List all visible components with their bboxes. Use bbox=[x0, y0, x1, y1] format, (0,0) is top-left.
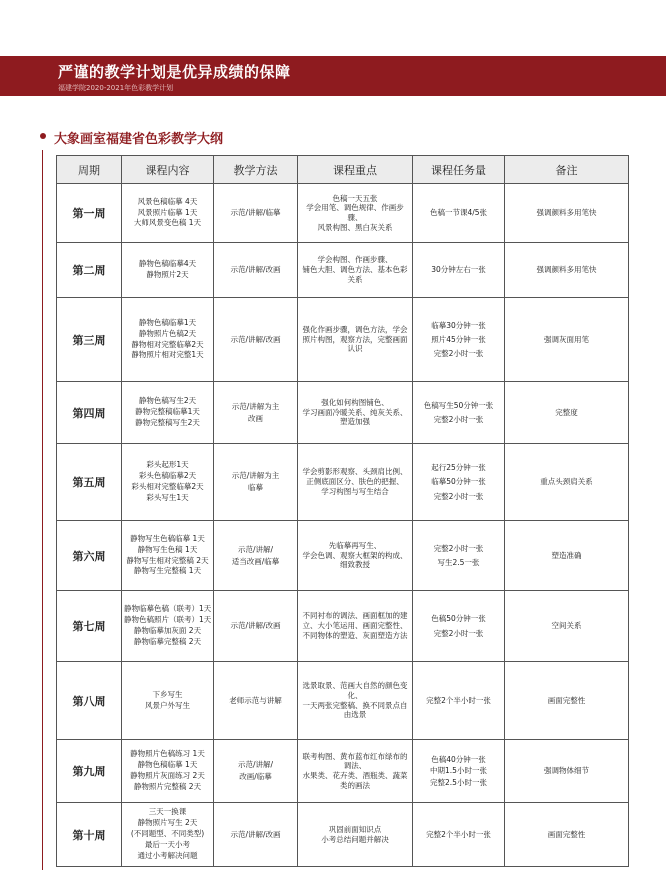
task-cell bbox=[413, 740, 505, 803]
table-row bbox=[57, 444, 629, 521]
task-line: 完整2个半小时一张 bbox=[426, 695, 491, 705]
method-cell: 示范/讲解/ 改画/临摹 bbox=[214, 740, 298, 803]
header-tasks: 课程任务量 bbox=[413, 156, 505, 184]
content-line: 静物色稿临摹 1天 bbox=[137, 760, 198, 770]
task-line: 30分钟左右一张 bbox=[431, 265, 486, 275]
task-line: 色稿一节课4/5张 bbox=[429, 208, 488, 218]
content-line: 静物临摹色稿（联考）1天 bbox=[124, 604, 212, 614]
method-cell: 示范/讲解/ 适当改画/临摹 bbox=[214, 521, 298, 591]
content-cell bbox=[122, 184, 214, 243]
content-line: 通过小考解决问题 bbox=[137, 850, 198, 860]
content-line: 风景户外写生 bbox=[145, 700, 190, 710]
week-cell: 第四周 bbox=[57, 382, 122, 444]
table-row bbox=[57, 243, 629, 298]
focus-cell: 先临摹再写生、 学会色调、观察大框架的构成、 细致教授 bbox=[298, 521, 413, 591]
table-row bbox=[57, 184, 629, 243]
week-cell: 第八周 bbox=[57, 662, 122, 740]
task-line: 临摹50分钟一张 bbox=[431, 477, 486, 487]
method-cell: 示范/讲解为主 改画 bbox=[214, 382, 298, 444]
table-row bbox=[57, 740, 629, 803]
content-line: 静物照片色稿2天 bbox=[138, 328, 197, 338]
note-cell: 强调物体细节 bbox=[505, 740, 629, 803]
syllabus-table bbox=[56, 155, 629, 867]
note-cell: 强调颜料多用笔快 bbox=[505, 243, 629, 298]
content-line: 风景照片临摹 1天 bbox=[137, 207, 198, 217]
table-row bbox=[57, 662, 629, 740]
header-banner bbox=[0, 56, 666, 96]
content-line: 静物写生相对完整稿 2天 bbox=[126, 555, 209, 565]
week-cell: 第十周 bbox=[57, 803, 122, 867]
method-cell: 示范/讲解/临摹 bbox=[214, 184, 298, 243]
content-cell bbox=[122, 803, 214, 867]
note-cell: 空间关系 bbox=[505, 591, 629, 662]
content-line: 彩头写生1天 bbox=[146, 492, 189, 502]
note-cell: 强调颜料多用笔快 bbox=[505, 184, 629, 243]
focus-cell: 色稿一天五张 学会用笔、调色规律、作画步骤、 风景构图、黑白灰关系 bbox=[298, 184, 413, 243]
task-line: 色稿40分钟一张 中期1.5小时一张 完整2.5小时一张 bbox=[430, 755, 487, 787]
content-line: 大师风景变色稿 1天 bbox=[133, 218, 202, 228]
decorative-vertical-line bbox=[42, 150, 43, 870]
focus-cell: 强化如何构图铺色、 学习画面冷暖关系、纯灰关系、塑造加强 bbox=[298, 382, 413, 444]
task-cell bbox=[413, 243, 505, 298]
week-cell: 第三周 bbox=[57, 298, 122, 382]
task-line: 完整2小时一张 bbox=[433, 349, 484, 359]
content-cell bbox=[122, 662, 214, 740]
task-cell bbox=[413, 803, 505, 867]
focus-cell: 巩固前面知识点 小考总结问题并解决 bbox=[298, 803, 413, 867]
content-cell bbox=[122, 298, 214, 382]
content-line: 静物相对完整临摹2天 bbox=[131, 339, 204, 349]
content-cell bbox=[122, 740, 214, 803]
content-line: 静物照片写生 2天 bbox=[137, 818, 198, 828]
task-line: 临摹30分钟一张 bbox=[431, 320, 486, 330]
focus-cell: 学会构图、作画步骤、 铺色大胆、调色方法、基本色彩关系 bbox=[298, 243, 413, 298]
week-cell: 第二周 bbox=[57, 243, 122, 298]
content-cell bbox=[122, 382, 214, 444]
week-cell: 第一周 bbox=[57, 184, 122, 243]
task-line: 色稿写生50分钟一张 bbox=[423, 400, 494, 410]
header-note: 备注 bbox=[505, 156, 629, 184]
focus-cell: 联考构图、黄布蓝布红布绿布的调法、 水果类、花卉类、酒瓶类、蔬菜类的画法 bbox=[298, 740, 413, 803]
task-line: 完整2小时一张 bbox=[433, 628, 484, 638]
content-cell bbox=[122, 591, 214, 662]
header-week: 周期 bbox=[57, 156, 122, 184]
header-method: 教学方法 bbox=[214, 156, 298, 184]
note-cell: 强调灰面用笔 bbox=[505, 298, 629, 382]
content-line: 静物临摹加灰面 2天 bbox=[133, 626, 202, 635]
task-cell bbox=[413, 298, 505, 382]
content-line: 静物完整稿临摹1天 bbox=[135, 407, 200, 417]
task-cell bbox=[413, 184, 505, 243]
task-line: 写生2.5一张 bbox=[437, 558, 480, 567]
content-line: (不同题型、不同类型) bbox=[130, 829, 205, 839]
content-cell bbox=[122, 521, 214, 591]
content-line: 静物照片色稿练习 1天 bbox=[130, 749, 205, 759]
focus-cell: 强化作画步骤，调色方法，学会照片构图，观察方法，完整画面认识 bbox=[298, 298, 413, 382]
content-line: 风景色稿临摹 4天 bbox=[137, 196, 198, 206]
method-cell: 示范/讲解/改画 bbox=[214, 298, 298, 382]
method-cell: 示范/讲解为主 临摹 bbox=[214, 444, 298, 521]
content-line: 静物照片完整稿 2天 bbox=[133, 781, 202, 791]
task-cell bbox=[413, 382, 505, 444]
table-row bbox=[57, 591, 629, 662]
focus-cell: 学会剪影形观察、头颈肩比例、 正侧底面区分、肤色的把握、 学习构图与写生结合 bbox=[298, 444, 413, 521]
content-line: 静物照片相对完整1天 bbox=[131, 350, 204, 360]
content-line: 静物色稿临摹1天 bbox=[138, 317, 197, 327]
note-cell: 画面完整性 bbox=[505, 662, 629, 740]
banner-title: 严谨的教学计划是优异成绩的保障 bbox=[58, 63, 291, 81]
table-row bbox=[57, 298, 629, 382]
table-row bbox=[57, 521, 629, 591]
task-line: 完整2小时一张 bbox=[433, 491, 484, 501]
method-cell: 示范/讲解/改画 bbox=[214, 243, 298, 298]
method-cell: 示范/讲解/改画 bbox=[214, 591, 298, 662]
content-line: 静物写生色稿临摹 1天 bbox=[130, 533, 205, 543]
task-line: 照片45分钟一张 bbox=[431, 334, 486, 344]
content-line: 静物色稿临摹4天 bbox=[138, 259, 197, 269]
content-line: 最后一天小考 bbox=[145, 839, 190, 849]
section-title: 大象画室福建省色彩教学大纲 bbox=[54, 132, 224, 147]
content-line: 彩头起形1天 bbox=[146, 460, 189, 470]
content-line: 彩头色稿临摹2天 bbox=[138, 471, 197, 481]
week-cell: 第六周 bbox=[57, 521, 122, 591]
task-cell bbox=[413, 662, 505, 740]
task-line: 完整2小时一张 bbox=[433, 543, 484, 553]
week-cell: 第七周 bbox=[57, 591, 122, 662]
task-line: 完整2个半小时一张 bbox=[426, 829, 491, 839]
note-cell: 完整度 bbox=[505, 382, 629, 444]
content-line: 静物写生色稿 1天 bbox=[137, 544, 198, 554]
task-line: 起行25分钟一张 bbox=[431, 463, 486, 473]
table-row bbox=[57, 382, 629, 444]
content-line: 静物照片2天 bbox=[146, 270, 189, 279]
content-line: 三天一换课 bbox=[148, 807, 187, 817]
content-line: 静物色稿照片（联考）1天 bbox=[124, 615, 212, 625]
task-line: 色稿50分钟一张 bbox=[431, 614, 486, 624]
table-header-row bbox=[57, 156, 629, 184]
bullet-dot-icon bbox=[40, 133, 46, 139]
content-cell bbox=[122, 243, 214, 298]
content-line: 下乡写生 bbox=[152, 689, 183, 699]
task-line: 完整2小时一张 bbox=[433, 415, 484, 424]
table-body bbox=[57, 184, 629, 867]
content-line: 静物完整稿写生2天 bbox=[135, 417, 200, 427]
task-cell bbox=[413, 444, 505, 521]
method-cell: 老师示范与讲解 bbox=[214, 662, 298, 740]
note-cell: 塑造准确 bbox=[505, 521, 629, 591]
table-row bbox=[57, 803, 629, 867]
content-line: 静物色稿写生2天 bbox=[138, 396, 197, 406]
focus-cell: 选景取景、范画大自然的颜色变化、 一天两张完整稿、换不同景点自由选景 bbox=[298, 662, 413, 740]
task-cell bbox=[413, 591, 505, 662]
content-cell bbox=[122, 444, 214, 521]
task-cell bbox=[413, 521, 505, 591]
focus-cell: 不同衬布的调法、画面框加的建立、大小笔运用、画面完整性、不同物体的塑造、灰面塑造方法 bbox=[298, 591, 413, 662]
content-line: 彩头相对完整临摹2天 bbox=[131, 482, 204, 491]
note-cell: 画面完整性 bbox=[505, 803, 629, 867]
week-cell: 第五周 bbox=[57, 444, 122, 521]
content-line: 静物照片灰面练习 2天 bbox=[130, 771, 205, 780]
note-cell: 重点头颈肩关系 bbox=[505, 444, 629, 521]
header-focus: 课程重点 bbox=[298, 156, 413, 184]
content-line: 静物写生完整稿 1天 bbox=[133, 566, 202, 576]
banner-subtitle: 福建学院2020-2021年色彩教学计划 bbox=[58, 84, 174, 92]
content-line: 静物临摹完整稿 2天 bbox=[133, 636, 202, 646]
header-content: 课程内容 bbox=[122, 156, 214, 184]
method-cell: 示范/讲解/改画 bbox=[214, 803, 298, 867]
week-cell: 第九周 bbox=[57, 740, 122, 803]
